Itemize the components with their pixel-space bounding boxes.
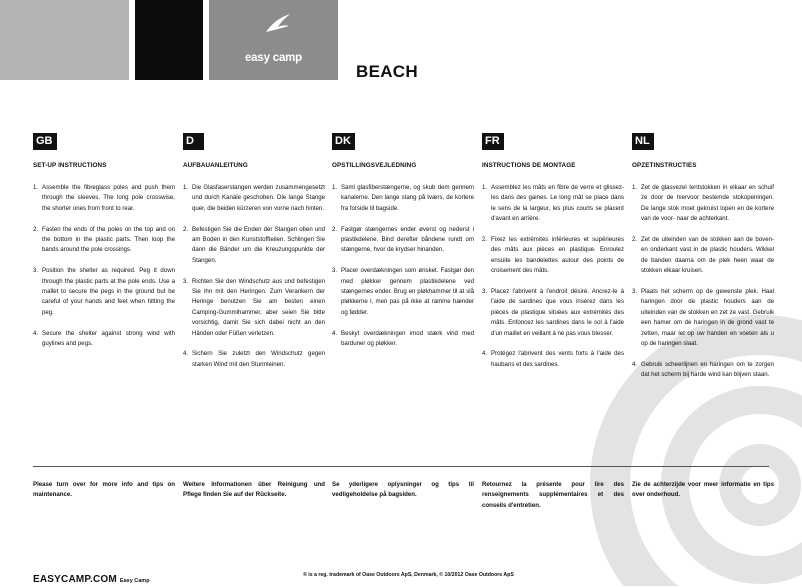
section-heading: AUFBAUANLEITUNG [183,162,248,169]
step-number: 3. [632,288,638,296]
step-number: 4. [33,329,39,337]
footer-note-d: Weitere Informationen über Reinigung und Pflege finden Sie auf der Rückseite. [183,481,325,499]
step-number: 4. [332,329,338,337]
step-number: 4. [632,360,638,368]
step-number: 4. [183,350,189,358]
language-badge: D [183,133,204,150]
instruction-step [632,235,774,277]
step-number: 2. [482,236,488,244]
instruction-list [183,183,325,370]
logo-text: easy camp [244,52,303,64]
instruction-step [482,349,624,370]
step-text: Assemble the fibreglass poles and push them through the sleeves. The long pole crosswise, the shorter ones from front to rear. [42,184,175,212]
instruction-step [632,183,774,225]
step-text: Die Glasfaserstangen werden zusammengesetzt und durch Kanäle geschoben. Die lange Stange quer, die beiden kürzeren von vorne nach hinten. [192,184,325,212]
step-text: Secure the shelter against strong wind with guylines and pegs. [42,329,175,348]
step-number: 1. [482,184,488,191]
step-text: Placez l'abrivent à l'endroit désiré. Ancrez-le à l'aide de sardines que vous insérez dans les pièces de plastique situées aux extrémités des mâts. Enfoncez les sardines dans le sol à l'aide d'un maillet en veillant à ne pas vous blesser. [491,288,624,337]
step-number: 3. [482,288,488,296]
step-text: Saml glasfiberstængerne, og skub dem gennem kanalerne. Den lange stang på tværs, de kortere fra forside til bagside. [341,184,474,212]
step-number: 3. [33,267,39,275]
step-text: Zet de uiteinden van de stokken aan de boven- en onderkant vast in de plastic houders. Wikkel de banden daarna om de plek heen waar de stokken elkaar kruisen. [641,236,774,275]
header-band-black [135,0,203,80]
step-number: 2. [632,236,638,244]
instruction-step [183,277,325,339]
column-fr [482,131,624,381]
language-badge: DK [332,133,355,150]
column-d [183,131,325,381]
instruction-step [183,349,325,370]
instruction-step [482,287,624,339]
product-title: BEACH [356,62,418,81]
brand-logo [209,0,338,80]
language-badge: NL [632,133,654,150]
column-nl [632,131,774,391]
step-text: Gebruik scheerlijnen en haringen om te zorgen dat het scherm bij harde wind kan blijven staan. [641,360,774,379]
language-badge: FR [482,133,504,150]
step-number: 1. [183,184,189,191]
instruction-list [332,183,474,349]
step-number: 2. [183,225,189,233]
step-number: 1. [632,184,638,191]
brand-name: Easy Camp [119,578,150,584]
step-number: 4. [482,350,488,358]
footer-note-gb: Please turn over for more info and tips on maintenance. [33,481,175,499]
instruction-list [632,183,774,381]
instruction-step [33,266,175,318]
step-text: Fasten the ends of the poles on the top and on the bottom in the plastic parts. Then loop the bands around the pole crossings. [42,225,175,254]
step-number: 1. [332,184,338,191]
step-text: Befestigen Sie die Enden der Stangen oben und am Boden in den Kunststoffteilen. Schlingen Sie dann die Bänder um die Kreuzungspunkte der Stangen. [192,225,325,264]
section-heading: OPZETINSTRUCTIES [632,162,697,169]
instruction-list [33,183,175,349]
step-text: Placer overdækningen som ønsket. Fastgør den med pløkker gennem plastikdelene ved stængernes ender. Brug en pløkhammer til at slå pløkkerne i, men pas på ikke at ramme hænder og fødder. [341,267,474,316]
step-text: Richten Sie den Windschutz aus und befestigen Sie ihn mit den Heringen. Zum Verankern der Heringe benutzen Sie am besten einen Camping-Gummihammer, aber seien Sie bitte vorsichtig, damit Sie sich dabei nicht an den Händen oder Füßen verletzen. [192,277,325,337]
step-text: Plaats het scherm op de gewenste plek. Haal haringen door de plastic houders aan de uiteinden van de stokken en zet ze vast. Gebruik een hamer om de haringen in de grond vast te zetten, maar let op uw handen en voeten als u op de haringen slaat. [641,288,774,348]
instruction-step [183,225,325,267]
section-heading: OPSTILLINGSVEJLEDNING [332,162,417,169]
instruction-step [332,266,474,318]
instruction-step [482,235,624,277]
footer-note-nl: Zie de achterzijde voor meer informatie en tips over onderhoud. [632,481,774,499]
column-gb [33,131,175,360]
header-band-light [0,0,129,80]
column-dk [332,131,474,360]
section-heading: SET-UP INSTRUCTIONS [33,162,107,169]
instruction-step [482,183,624,225]
step-text: Zet de glasvezel tentstokken in elkaar en schuif ze door de hiervoor bestemde stokopeningen. De lange stok moet gekruist lopen en de kortere van de voor- naar de achterkant. [641,184,774,223]
footer-note-dk: Se yderligere oplysninger og tips til vedligeholdelse på bagsiden. [332,481,474,499]
step-number: 2. [332,225,338,233]
instruction-step [33,183,175,214]
step-text: Sichern Sie zuletzt den Windschutz gegen starken Wind mit den Sturmleinen. [192,350,325,368]
instruction-step [632,287,774,349]
section-heading: INSTRUCTIONS DE MONTAGE [482,162,576,169]
instruction-step [33,329,175,350]
brand-footer [33,569,150,587]
instruction-step [332,183,474,214]
instruction-step [332,225,474,256]
step-number: 3. [332,267,338,275]
step-number: 2. [33,225,39,233]
language-badge: GB [33,133,57,150]
step-number: 3. [183,277,189,285]
step-number: 1. [33,184,39,191]
trademark-notice: ® is a reg. trademark of Oase Outdoors ApS, Denmark, © 10/2012 Oase Outdoors ApS [303,572,514,578]
instruction-step [632,360,774,381]
step-text: Fastgør stængernes ender øverst og nederst i plastikdelene. Bind derefter båndene rundt om stængerne, hvor de krydser hinanden. [341,225,474,254]
instruction-step [332,329,474,350]
step-text: Protégez l'abrivent des vents forts à l'aide des haubans et des sardines. [491,350,624,368]
step-text: Fixez les extrémités inférieures et supérieures des mâts aux pièces en plastique. Enroulez ensuite les bandelettes autour des points de croisement des mâts. [491,236,624,275]
instruction-list [482,183,624,370]
footer-note-fr: Retournez la présente pour lire des renseignements supplémentaires et des conseils d'entretien. [482,481,624,509]
step-text: Assemblez les mâts en fibre de verre et glissez-les dans des gaines. Le long mât se place dans le sens de la largeur, les plus courts se placent d'avant en arrière. [491,184,624,223]
step-text: Beskyt overdækningen imod stærk vind med barduner og pløkker. [341,329,474,348]
bird-icon [264,10,292,36]
step-text: Position the shelter as required. Peg it down through the plastic parts at the pole ends. Use a mallet to secure the pegs in the ground but be careful of your hands and feet when hitting the peg. [42,267,175,316]
divider-line [33,466,769,467]
brand-website: EASYCAMP.COM [33,574,117,585]
instruction-step [33,225,175,256]
instruction-step [183,183,325,214]
